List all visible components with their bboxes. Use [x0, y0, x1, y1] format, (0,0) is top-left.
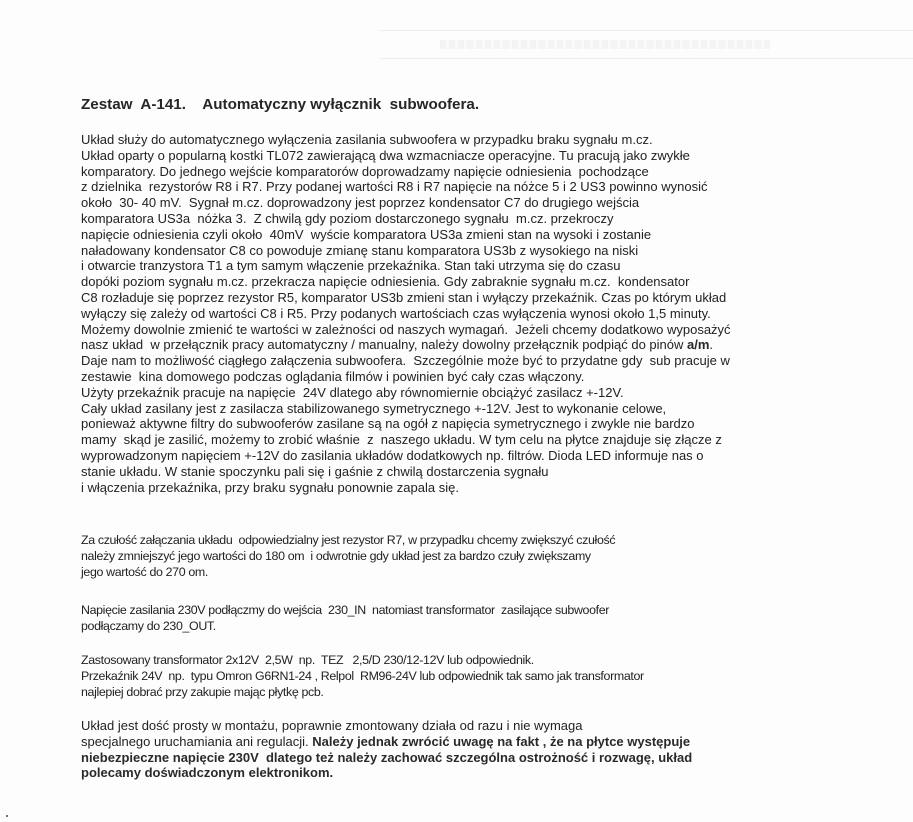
- safety-warning: Należy jednak zwrócić uwagę na fakt , że na płytce występuje: [312, 733, 691, 749]
- text-line: Za czułość załączania układu odpowiedzialny jest rezystor R7, w przypadku chcemy zwiększyć czułość: [81, 533, 616, 547]
- text-line: i otwarcie tranzystora T1 a tym samym włączenie przekaźnika. Stan taki utrzyma się do czasu: [81, 258, 621, 274]
- text-line: C8 rozładuje się poprzez rezystor R5, komparator US3b zmieni stan i wyłączy przekaźnik. Czas po którym układ: [81, 289, 727, 305]
- text-segment: specjalnego uruchamiania ani regulacji.: [81, 733, 313, 749]
- bleed-through-text: [440, 40, 770, 49]
- paragraph-power-connection: [81, 603, 609, 635]
- text-line-with-warning: [81, 734, 692, 750]
- text-line: należy zmniejszyć jego wartości do 180 om i odwrotnie gdy układ jest za bardzo czuły zwiększamy: [81, 548, 591, 563]
- text-line: Cały układ zasilany jest z zasilacza stabilizowanego symetrycznego +-12V. Jest to wykonanie celowe,: [81, 400, 667, 416]
- text-line: Możemy dowolnie zmienić te wartości w zależności od naszych wymagań. Jeżeli chcemy dodatkowo wyposażyć: [81, 321, 731, 337]
- text-line: i włączenia przekaźnika, przy braku sygnału ponownie zapala się.: [81, 479, 459, 495]
- text-line: Daje nam to możliwość ciągłego załączenia subwoofera. Szczególnie może być to przydatne gdy sub pracuje w: [81, 353, 730, 369]
- safety-warning: niebezpieczne napięcie 230V dlatego też należy zachować szczególna ostrożność i rozwagę, układ: [81, 749, 693, 765]
- text-line: Napięcie zasilania 230V podłączmy do wejścia 230_IN natomiast transformator zasilające subwoofer: [81, 603, 610, 617]
- bleed-through-rule: [380, 58, 913, 59]
- safety-warning-line: [81, 765, 692, 781]
- document-title: Zestaw A-141. Automatyczny wyłącznik subwoofera.: [81, 96, 480, 113]
- paragraph-sensitivity: [81, 533, 615, 580]
- scan-speck: [6, 815, 8, 817]
- text-line: komparatora US3a nóżka 3. Z chwilą gdy poziom dostarczonego sygnału m.cz. przekroczy: [81, 210, 614, 226]
- text-line: Zastosowany transformator 2x12V 2,5W np. TEZ 2,5/D 230/12-12V lub odpowiednik.: [81, 653, 534, 667]
- safety-warning: polecamy doświadczonym elektronikom.: [81, 765, 334, 781]
- text-line: komparatory. Do jednego wejście komparatorów doprowadzamy napięcie odniesienia pochodzące: [81, 163, 649, 179]
- bleed-through-rule: [380, 30, 913, 31]
- text-line: wyłączy się zależy od wartości C8 i R5. Przy podanych wartościach czas wyłączenia wynosi około 1,5 minuty.: [81, 305, 711, 321]
- text-line: jego wartość do 270 om.: [81, 564, 208, 579]
- text-line: naładowany kondensator C8 co powoduje zmianę stanu komparatora US3b z wysokiego na niski: [81, 242, 639, 258]
- text-line: ponieważ aktywne filtry do subwooferów zasilane są na ogół z napięcia symetrycznego i zwykle nie bardzo: [81, 416, 695, 432]
- paragraph-assembly-warning: [81, 718, 692, 781]
- text-segment: .: [709, 337, 714, 353]
- text-line-with-pin-label: [81, 337, 731, 353]
- text-line: wyprowadzonym napięciem +-12V do zasilania układów dodatkowych np. filtrów. Dioda LED informuje nas o: [81, 447, 704, 463]
- text-line: Układ oparty o popularną kostki TL072 zawierającą dwa wzmacniacze operacyjne. Tu pracują jako zwykłe: [81, 147, 690, 163]
- text-segment: nasz układ w przełącznik pracy automatyczny / manualny, należy dowolny przełącznik podpiąć do pinów: [81, 337, 688, 353]
- safety-warning-line: [81, 750, 692, 766]
- text-line: Układ służy do automatycznego wyłączenia zasilania subwoofera w przypadku braku sygnału m.cz.: [81, 132, 653, 147]
- text-line: Użyty przekaźnik pracuje na napięcie 24V dlatego aby równomiernie obciążyć zasilacz +-12V.: [81, 384, 624, 400]
- pin-label-am: a/m: [687, 337, 710, 353]
- paragraph-components: [81, 653, 644, 700]
- text-line: mamy skąd je zasilić, możemy to zrobić właśnie z naszego układu. W tym celu na płytce znajduje się złącze z: [81, 432, 722, 448]
- text-line: stanie układu. W stanie spoczynku pali się i gaśnie z chwilą dostarczenia sygnału: [81, 463, 549, 479]
- text-line: najlepiej dobrać przy zakupie mając płytkę pcb.: [81, 684, 324, 699]
- paragraph-description: [81, 132, 731, 495]
- text-line: około 30- 40 mV. Sygnał m.cz. doprowadzony jest poprzez kondensator C7 do drugiego wejścia: [81, 195, 640, 211]
- text-line: napięcie odniesienia czyli około 40mV wyście komparatora US3a zmieni stan na wysoki i zostanie: [81, 226, 652, 242]
- text-line: podłączamy do 230_OUT.: [81, 618, 216, 633]
- text-line: z dzielnika rezystorów R8 i R7. Przy podanej wartości R8 i R7 napięcie na nóżce 5 i 2 US3 powinno wynosić: [81, 179, 708, 195]
- text-line: Przekaźnik 24V np. typu Omron G6RN1-24 , Relpol RM96-24V lub odpowiednik tak samo jak transformator: [81, 668, 644, 683]
- text-line: Układ jest dość prosty w montażu, poprawnie zmontowany działa od razu i nie wymaga: [81, 718, 583, 733]
- text-line: dopóki poziom sygnału m.cz. przekracza napięcie odniesienia. Gdy zabraknie sygnału m.cz. kondensator: [81, 274, 690, 290]
- text-line: zestawie kina domowego podczas oglądania filmów i powinien być cały czas włączony.: [81, 368, 585, 384]
